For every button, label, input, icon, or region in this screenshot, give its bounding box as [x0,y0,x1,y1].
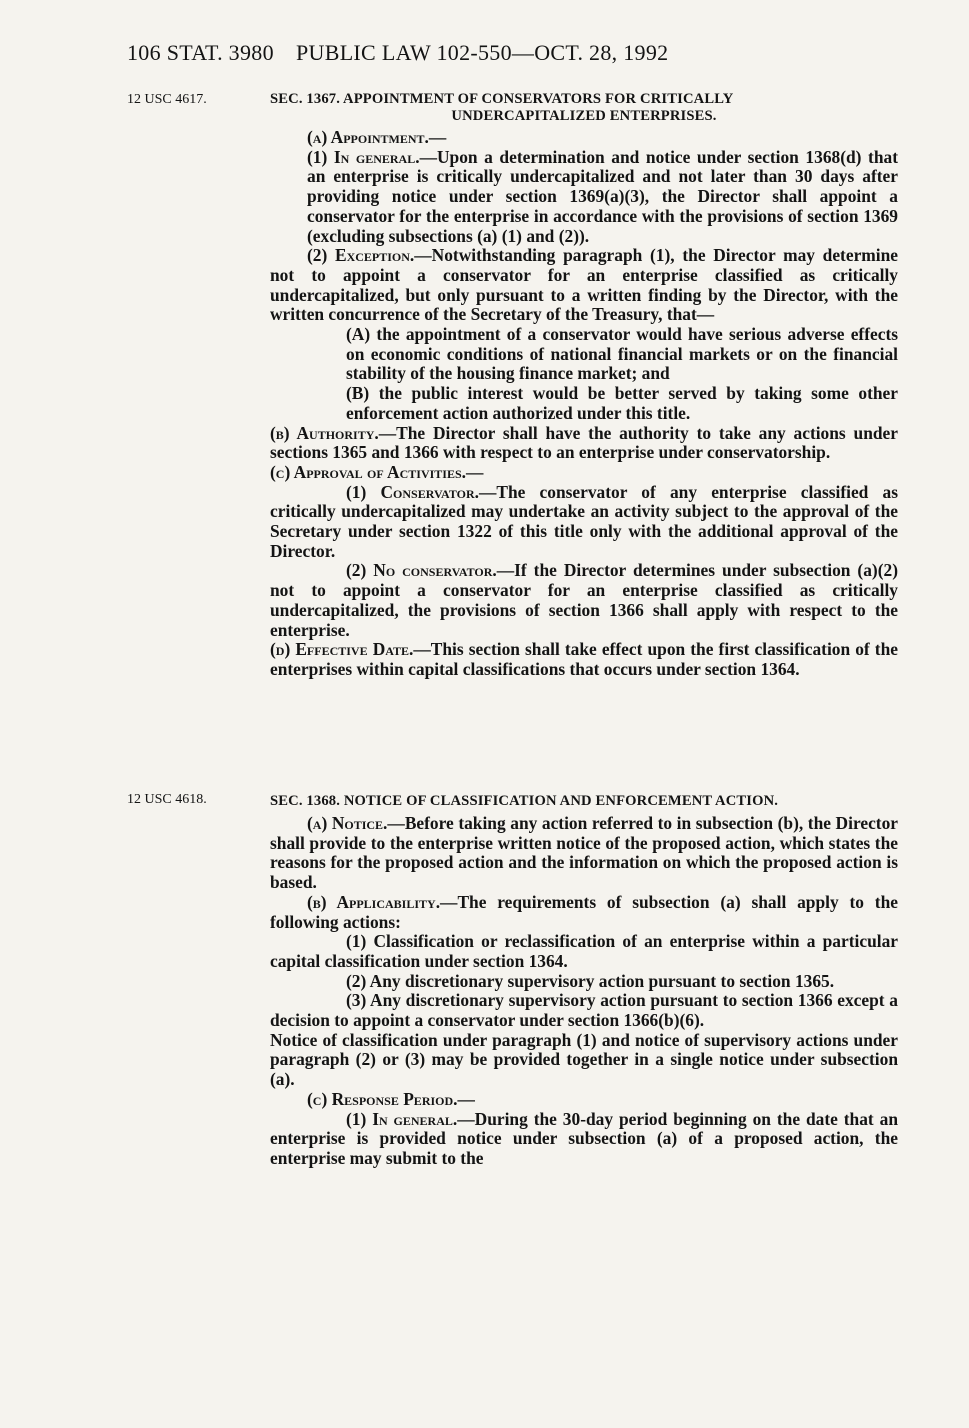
paragraph-c2: (2) No conservator.—If the Director determines under subsection (a)(2) not to appoint a conservator for an enterprise classified as critically undercapitalized, the provisions of section 1366 shall apply with respect to the enterprise. [270,560,898,640]
paragraph-1368-b-tail: Notice of classification under paragraph (1) and notice of supervisory actions under paragraph (2) or (3) may be provided together in a single notice under subsection (a). [270,1029,898,1090]
paragraph-a1: (1) In general.—Upon a determination and notice under section 1368(d) that an enterprise is critically undercapitalized and not later than 30 days after providing notice under section 1369(a)(3), the Director shall appoint a conservator for the enterprise in accordance with the provisions of section 1369 (excluding subsections (a) (1) and (2)). [307,146,898,246]
subsection-a-heading: (a) Appointment.— [307,127,447,147]
paragraph-a2A: (A) the appointment of a conservator would have serious adverse effects on economic conditions of national financial markets or on the financial stability of the housing finance market; and [346,324,898,384]
margin-note-usc-4617: 12 USC 4617. [127,92,207,107]
paragraph-c1: (1) Conservator.—The conservator of any enterprise classified as critically undercapitalized may undertake an activity subject to the approval of the Secretary under section 1322 of this title only with the additional approval of the Director. [270,481,898,561]
section-1368 [270,793,898,1169]
paragraph-a2: (2) Exception.—Notwithstanding paragraph (1), the Director may determine not to appoint a conservator for an enterprise classified as critically undercapitalized, but only pursuant to a written finding by the Director, with the written concurrence of the Secretary of the Treasury, that— [270,245,898,325]
section-1368-heading: SEC. 1368. NOTICE OF CLASSIFICATION AND ENFORCEMENT ACTION. [270,793,779,809]
subsection-c-heading: (c) Approval of Activities.— [270,461,484,482]
running-title: PUBLIC LAW 102-550—OCT. 28, 1992 [296,40,669,65]
paragraph-1368-b3: (3) Any discretionary supervisory action pursuant to section 1366 except a decision to appoint a conservator under section 1366(b)(6). [270,990,898,1031]
page-reference: 106 STAT. 3980 [127,40,274,65]
margin-note-usc-4618: 12 USC 4618. [127,792,207,807]
section-1367 [270,91,898,680]
paragraph-1368-b2: (2) Any discretionary supervisory action pursuant to section 1365. [346,970,835,991]
paragraph-1368-c1: (1) In general.—During the 30-day period beginning on the date that an enterprise is provided notice under subsection (a) of a proposed action, the enterprise may submit to the [270,1108,898,1168]
paragraph-1368-b1: (1) Classification or reclassification of an enterprise within a particular capital classification under section 1364. [270,931,898,971]
paragraph-a2B: (B) the public interest would be better served by taking some other enforcement action authorized under this title. [346,383,898,423]
subsection-1368-a: (a) Notice.—Before taking any action referred to in subsection (b), the Director shall provide to the enterprise written notice of the proposed action, which states the reasons for the proposed action and the information on which the proposed action is based. [270,813,898,893]
section-1367-heading [270,91,898,125]
subsection-b: (b) Authority.—The Director shall have the authority to take any actions under sections 1365 and 1366 with respect to an enterprise under conservatorship. [270,422,898,463]
subsection-1368-c-heading: (c) Response Period.— [307,1088,475,1109]
section-1367-heading-line2: UNDERCAPITALIZED ENTERPRISES. [451,108,717,124]
subsection-1368-b: (b) Applicability.—The requirements of subsection (a) shall apply to the following actions: [270,891,898,932]
subsection-d: (d) Effective Date.—This section shall take effect upon the first classification of the enterprises within capital classifications that occurs under section 1364. [270,639,898,679]
section-1367-heading-line1: SEC. 1367. APPOINTMENT OF CONSERVATORS FOR CRITICALLY [270,91,734,107]
